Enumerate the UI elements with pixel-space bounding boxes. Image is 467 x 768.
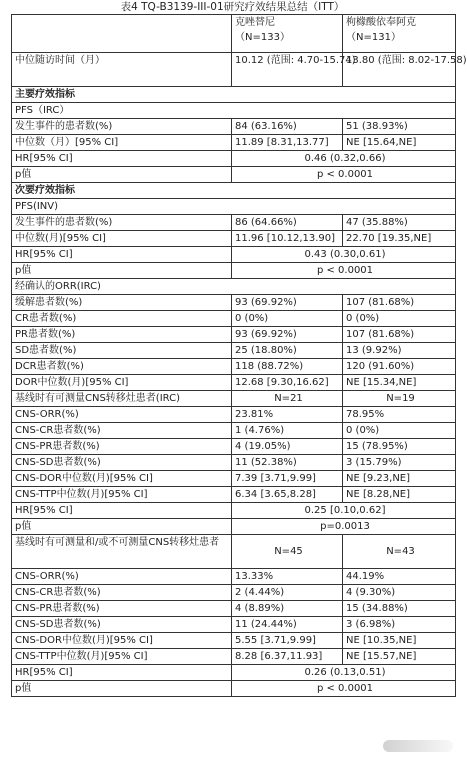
row-label: p值 [12, 519, 232, 535]
row-label: CR患者数(%) [12, 311, 232, 327]
row-label: DCR患者数(%) [12, 359, 232, 375]
table-row [12, 407, 456, 423]
table-row [12, 391, 456, 407]
iruplinalkib-value: NE [8.28,NE] [343, 487, 456, 503]
iruplinalkib-value: NE [15.64,NE] [343, 135, 456, 151]
row-label: CNS-TTP中位数(月)[95% CI] [12, 487, 232, 503]
table-row [12, 665, 456, 681]
crizotinib-value: 11.96 [10.12,13.90] [232, 231, 343, 247]
table-row [12, 215, 456, 231]
merged-value-cell: p=0.0013 [232, 519, 456, 535]
crizotinib-value: 4 (19.05%) [232, 439, 343, 455]
crizotinib-value: N=45 [232, 535, 343, 569]
row-label: 缓解患者数(%) [12, 295, 232, 311]
iruplinalkib-value: N=19 [343, 391, 456, 407]
crizotinib-value: N=21 [232, 391, 343, 407]
crizotinib-value: 0 (0%) [232, 311, 343, 327]
table-row [12, 151, 456, 167]
crizotinib-value: 7.39 [3.71,9.99] [232, 471, 343, 487]
crizotinib-value: 8.28 [6.37,11.93] [232, 649, 343, 665]
iruplinalkib-value: 51 (38.93%) [343, 119, 456, 135]
table-row [12, 247, 456, 263]
iruplinalkib-value: N=43 [343, 535, 456, 569]
iruplinalkib-value: NE [10.35,NE] [343, 633, 456, 649]
row-label: CNS-CR患者数(%) [12, 423, 232, 439]
efficacy-table [11, 14, 467, 697]
table-row [12, 375, 456, 391]
iruplinalkib-value: 78.95% [343, 407, 456, 423]
crizotinib-value: 84 (63.16%) [232, 119, 343, 135]
row-label: HR[95% CI] [12, 503, 232, 519]
header-row [12, 15, 456, 53]
row-label: CNS-ORR(%) [12, 407, 232, 423]
table-row [12, 455, 456, 471]
row-label: 中位随访时间（月） [12, 53, 232, 87]
table-row [12, 87, 456, 103]
iruplinalkib-value: 44.19% [343, 569, 456, 585]
row-label: PR患者数(%) [12, 327, 232, 343]
iruplinalkib-value: 107 (81.68%) [343, 327, 456, 343]
merged-value-cell: 0.43 (0.30,0.61) [232, 247, 456, 263]
table-row [12, 471, 456, 487]
table-row [12, 359, 456, 375]
table-row [12, 327, 456, 343]
table-row [12, 167, 456, 183]
table-row [12, 103, 456, 119]
table-row [12, 53, 456, 87]
iruplinalkib-value: 3 (6.98%) [343, 617, 456, 633]
crizotinib-value: 4 (8.89%) [232, 601, 343, 617]
table-body [12, 15, 467, 697]
header-iruplinalkib: 枸橼酸依奉阿克 （N=131） [343, 15, 456, 53]
header-blank-cell [12, 15, 232, 53]
row-label: 基线时有可测量CNS转移灶患者(IRC) [12, 391, 232, 407]
table-row [12, 423, 456, 439]
merged-value-cell: 0.46 (0.32,0.66) [232, 151, 456, 167]
table-row [12, 487, 456, 503]
row-label: PFS(INV) [12, 199, 456, 215]
crizotinib-value: 11 (52.38%) [232, 455, 343, 471]
iruplinalkib-value: 47 (35.88%) [343, 215, 456, 231]
row-label: CNS-DOR中位数(月)[95% CI] [12, 471, 232, 487]
row-label: 主要疗效指标 [12, 87, 456, 103]
iruplinalkib-value: 0 (0%) [343, 423, 456, 439]
crizotinib-value: 93 (69.92%) [232, 327, 343, 343]
table-row [12, 295, 456, 311]
row-label: 发生事件的患者数(%) [12, 119, 232, 135]
table-row [12, 119, 456, 135]
crizotinib-value: 13.33% [232, 569, 343, 585]
table-row [12, 279, 456, 295]
iruplinalkib-value: NE [15.57,NE] [343, 649, 456, 665]
iruplinalkib-value: 22.70 [19.35,NE] [343, 231, 456, 247]
crizotinib-value: 6.34 [3.65,8.28] [232, 487, 343, 503]
table-row [12, 135, 456, 151]
iruplinalkib-value: 3 (15.79%) [343, 455, 456, 471]
crizotinib-value: 12.68 [9.30,16.62] [232, 375, 343, 391]
iruplinalkib-value: 13 (9.92%) [343, 343, 456, 359]
table-row [12, 263, 456, 279]
iruplinalkib-value: 15 (34.88%) [343, 601, 456, 617]
row-label: SD患者数(%) [12, 343, 232, 359]
header-crizotinib: 克唑替尼 （N=133） [232, 15, 343, 53]
row-label: PFS（IRC） [12, 103, 456, 119]
table-row [12, 519, 456, 535]
row-label: DOR中位数(月)[95% CI] [12, 375, 232, 391]
table-row [12, 343, 456, 359]
iruplinalkib-value: 120 (91.60%) [343, 359, 456, 375]
table-row [12, 183, 456, 199]
row-label: 中位数(月)[95% CI] [12, 231, 232, 247]
row-label: CNS-SD患者数(%) [12, 617, 232, 633]
table-row [12, 503, 456, 519]
table-row [12, 649, 456, 665]
row-label: p值 [12, 681, 232, 697]
iruplinalkib-value: NE [9.23,NE] [343, 471, 456, 487]
crizotinib-value: 2 (4.44%) [232, 585, 343, 601]
crizotinib-value: 93 (69.92%) [232, 295, 343, 311]
row-label: HR[95% CI] [12, 151, 232, 167]
row-label: CNS-CR患者数(%) [12, 585, 232, 601]
crizotinib-value: 11.89 [8.31,13.77] [232, 135, 343, 151]
table-title: 表4 TQ-B3139-III-01研究疗效结果总结（ITT） [120, 1, 345, 13]
row-label: p值 [12, 263, 232, 279]
crizotinib-value: 86 (64.66%) [232, 215, 343, 231]
table-row [12, 601, 456, 617]
table-row [12, 535, 456, 569]
row-label: CNS-ORR(%) [12, 569, 232, 585]
crizotinib-value: 5.55 [3.71,9.99] [232, 633, 343, 649]
table-row [12, 231, 456, 247]
row-label: CNS-PR患者数(%) [12, 601, 232, 617]
row-label: p值 [12, 167, 232, 183]
row-label: 基线时有可测量和/或不可测量CNS转移灶患者 [12, 535, 232, 569]
crizotinib-value: 23.81% [232, 407, 343, 423]
row-label: 经确认的ORR(IRC) [12, 279, 456, 295]
merged-value-cell: 0.26 (0.13,0.51) [232, 665, 456, 681]
iruplinalkib-value: 15 (78.95%) [343, 439, 456, 455]
row-label: CNS-TTP中位数(月)[95% CI] [12, 649, 232, 665]
merged-value-cell: p < 0.0001 [232, 681, 456, 697]
iruplinalkib-value: 4 (9.30%) [343, 585, 456, 601]
table-row [12, 633, 456, 649]
crizotinib-value: 11 (24.44%) [232, 617, 343, 633]
table-row [12, 199, 456, 215]
row-label: 次要疗效指标 [12, 183, 456, 199]
row-label: CNS-SD患者数(%) [12, 455, 232, 471]
row-label: 发生事件的患者数(%) [12, 215, 232, 231]
merged-value-cell: p < 0.0001 [232, 263, 456, 279]
iruplinalkib-value: NE [15.34,NE] [343, 375, 456, 391]
table-row [12, 569, 456, 585]
iruplinalkib-value: 0 (0%) [343, 311, 456, 327]
row-label: CNS-DOR中位数(月)[95% CI] [12, 633, 232, 649]
crizotinib-value: 1 (4.76%) [232, 423, 343, 439]
iruplinalkib-value: 13.80 (范围: 8.02-17.58) [343, 53, 456, 87]
watermark [383, 740, 453, 752]
table-row [12, 681, 456, 697]
table-row [12, 439, 456, 455]
crizotinib-value: 10.12 (范围: 4.70-15.74) [232, 53, 343, 87]
merged-value-cell: p < 0.0001 [232, 167, 456, 183]
row-label: HR[95% CI] [12, 665, 232, 681]
table-row [12, 585, 456, 601]
row-label: 中位数（月）[95% CI] [12, 135, 232, 151]
crizotinib-value: 25 (18.80%) [232, 343, 343, 359]
iruplinalkib-value: 107 (81.68%) [343, 295, 456, 311]
table-row [12, 311, 456, 327]
row-label: HR[95% CI] [12, 247, 232, 263]
merged-value-cell: 0.25 [0.10,0.62] [232, 503, 456, 519]
row-label: CNS-PR患者数(%) [12, 439, 232, 455]
table-row [12, 617, 456, 633]
crizotinib-value: 118 (88.72%) [232, 359, 343, 375]
